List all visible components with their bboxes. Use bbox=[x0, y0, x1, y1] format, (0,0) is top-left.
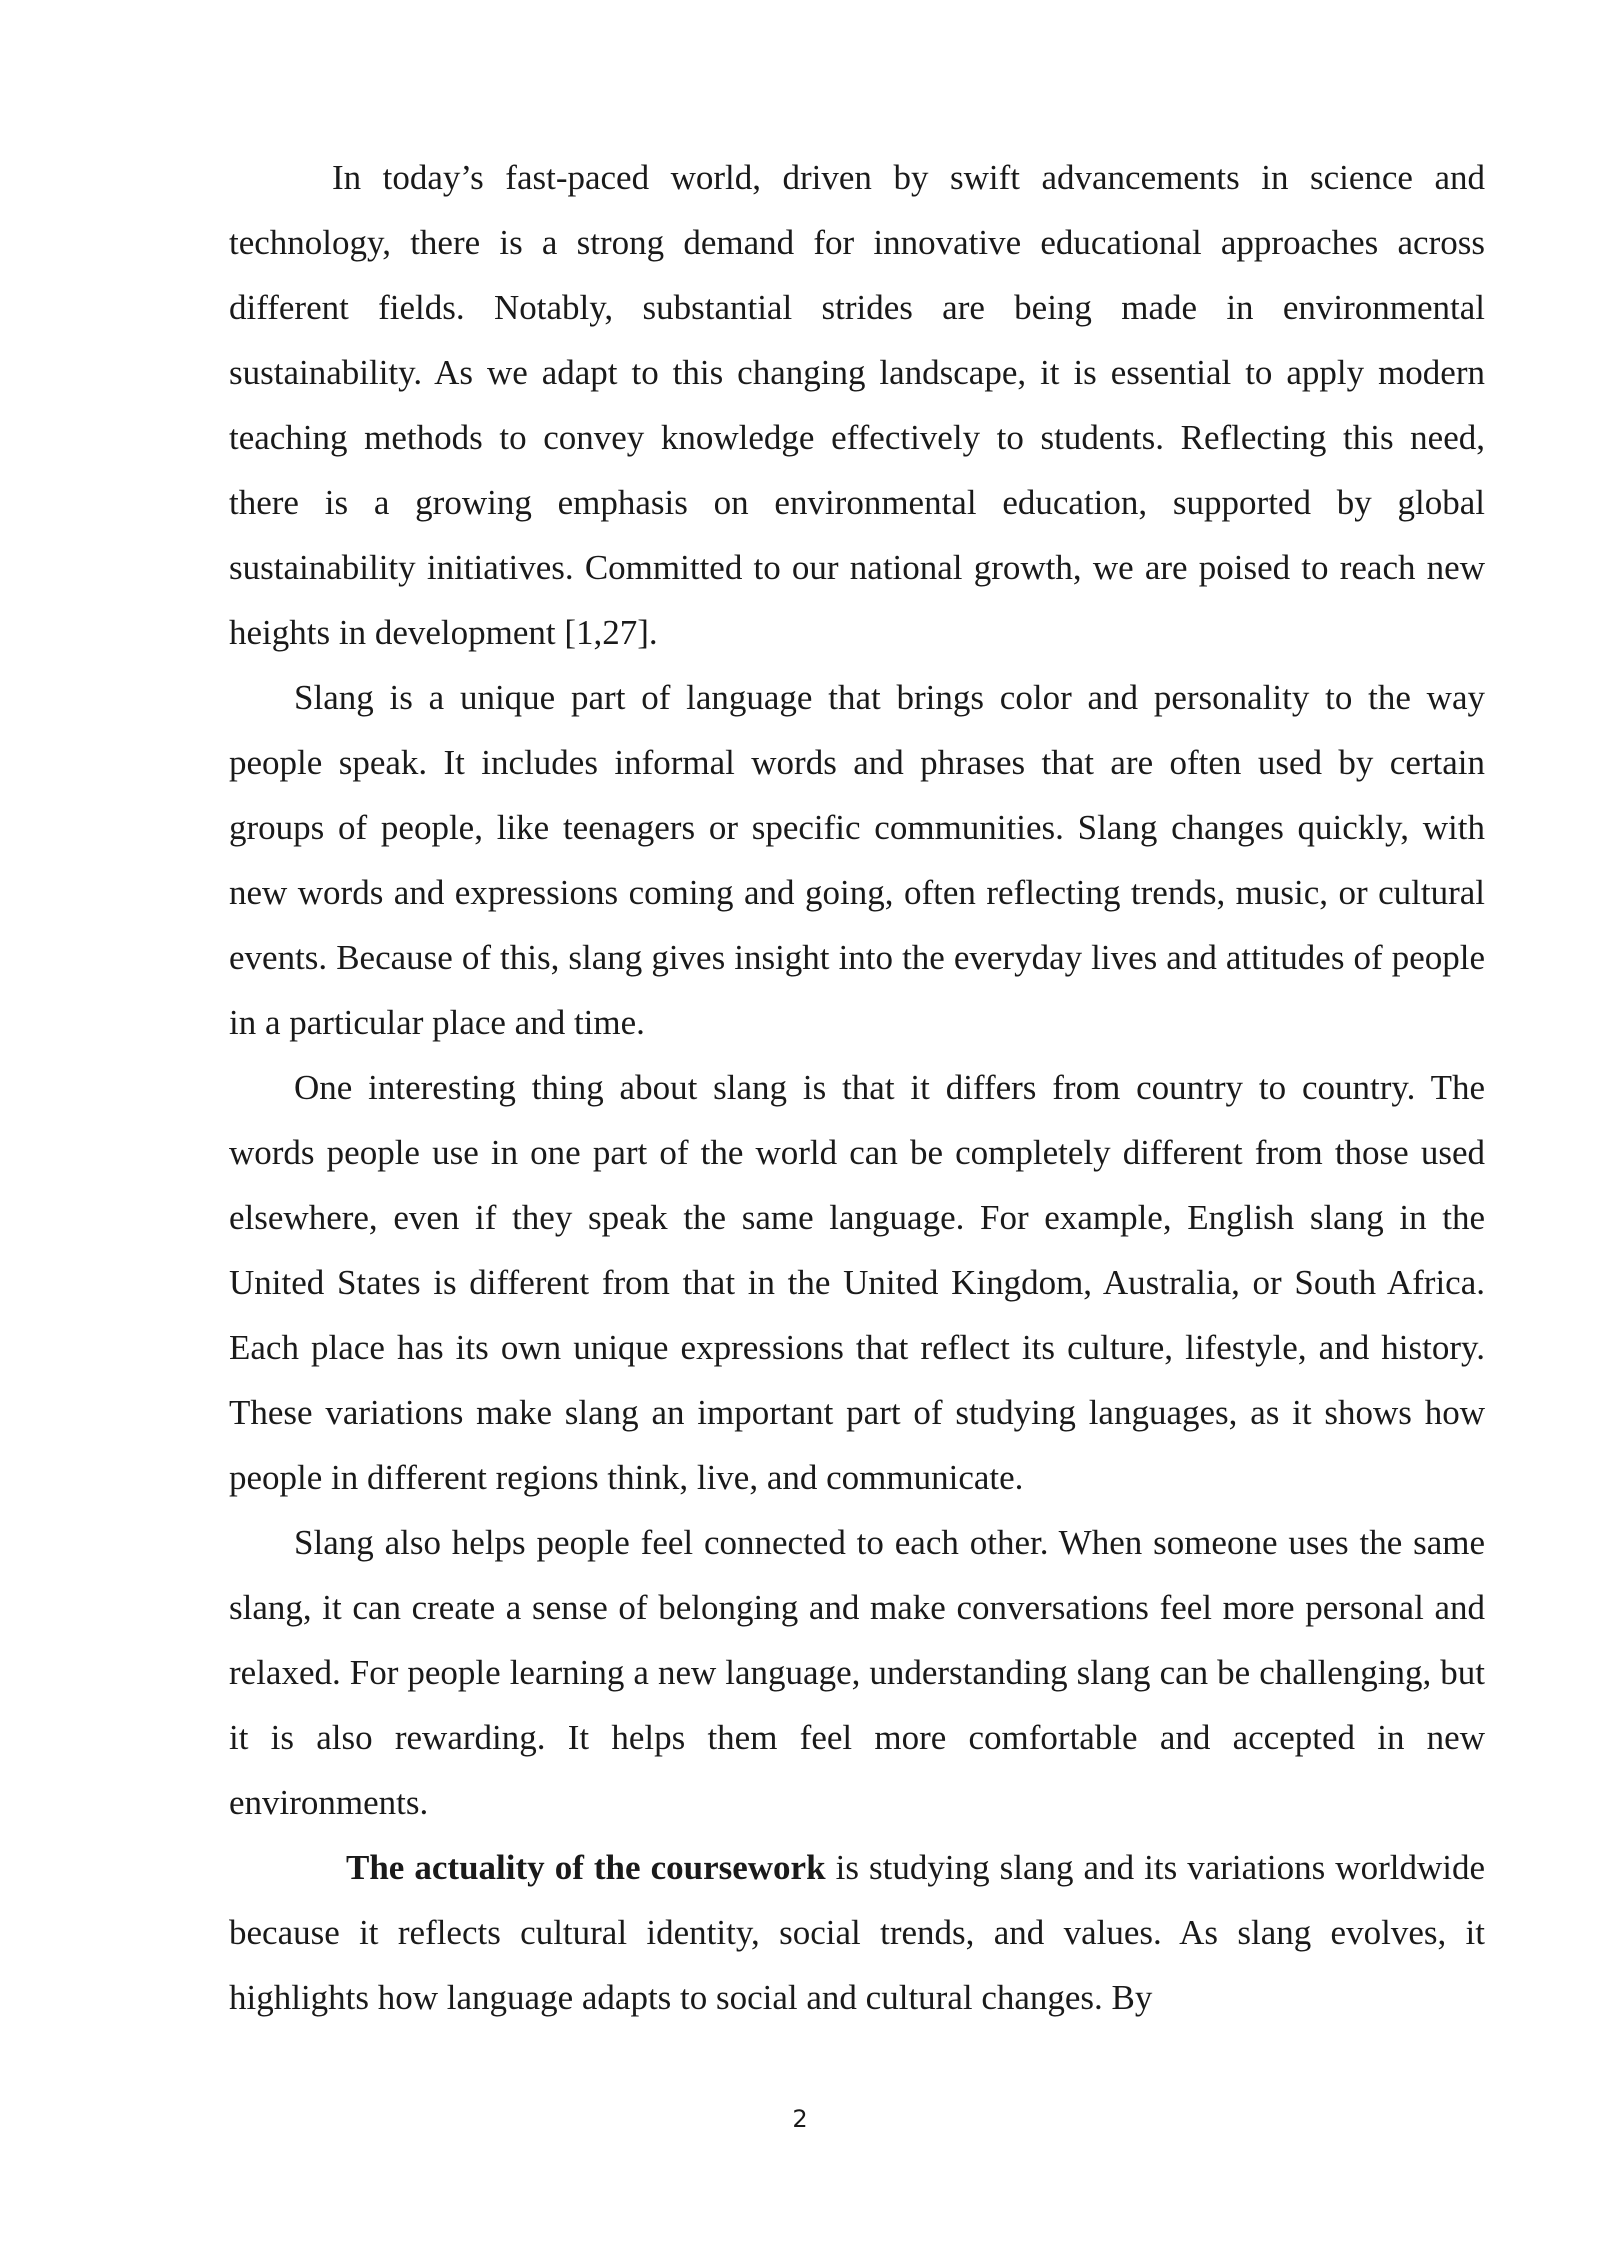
actuality-text: is studying slang and its variations worldwide because it reflects cultural identity, social trends, and values. As slang evolves, it highlights how language adapts to social and cultural changes. By bbox=[229, 1848, 1485, 2017]
actuality-heading: The actuality of the coursework bbox=[346, 1848, 826, 1887]
page-number: 2 bbox=[792, 2105, 808, 2133]
paragraph-slang-definition: Slang is a unique part of language that brings color and personality to the way people speak. It includes informal words and phrases that are often used by certain groups of people, like teenagers or specific communities. Slang changes quickly, with new words and expressions coming and going, often reflecting trends, music, or cultural events. Because of this, slang gives insight into the everyday lives and attitudes of people in a particular place and time. bbox=[229, 678, 1485, 1042]
paragraph-slang-connection: Slang also helps people feel connected to each other. When someone uses the same slang, it can create a sense of belonging and make conversations feel more personal and relaxed. For people learning a new language, understanding slang can be challenging, but it is also rewarding. It helps them feel more comfortable and accepted in new environments. bbox=[229, 1523, 1485, 1822]
document-body bbox=[229, 145, 1485, 2030]
paragraph-intro: In today’s fast-paced world, driven by swift advancements in science and technology, there is a strong demand for innovative educational approaches across different fields. Notably, substantial strides are being made in environmental sustainability. As we adapt to this changing landscape, it is essential to apply modern teaching methods to convey knowledge effectively to students. Reflecting this need, there is a growing emphasis on environmental education, supported by global sustainability initiatives. Committed to our national growth, we are poised to reach new heights in development [1,27]. bbox=[229, 158, 1485, 652]
paragraph-slang-by-country: One interesting thing about slang is that it differs from country to country. The words people use in one part of the world can be completely different from those used elsewhere, even if they speak the same language. For example, English slang in the United States is different from that in the United Kingdom, Australia, or South Africa. Each place has its own unique expressions that reflect its culture, lifestyle, and history. These variations make slang an important part of studying languages, as it shows how people in different regions think, live, and communicate. bbox=[229, 1068, 1485, 1497]
paragraph-actuality bbox=[229, 1835, 1485, 2030]
